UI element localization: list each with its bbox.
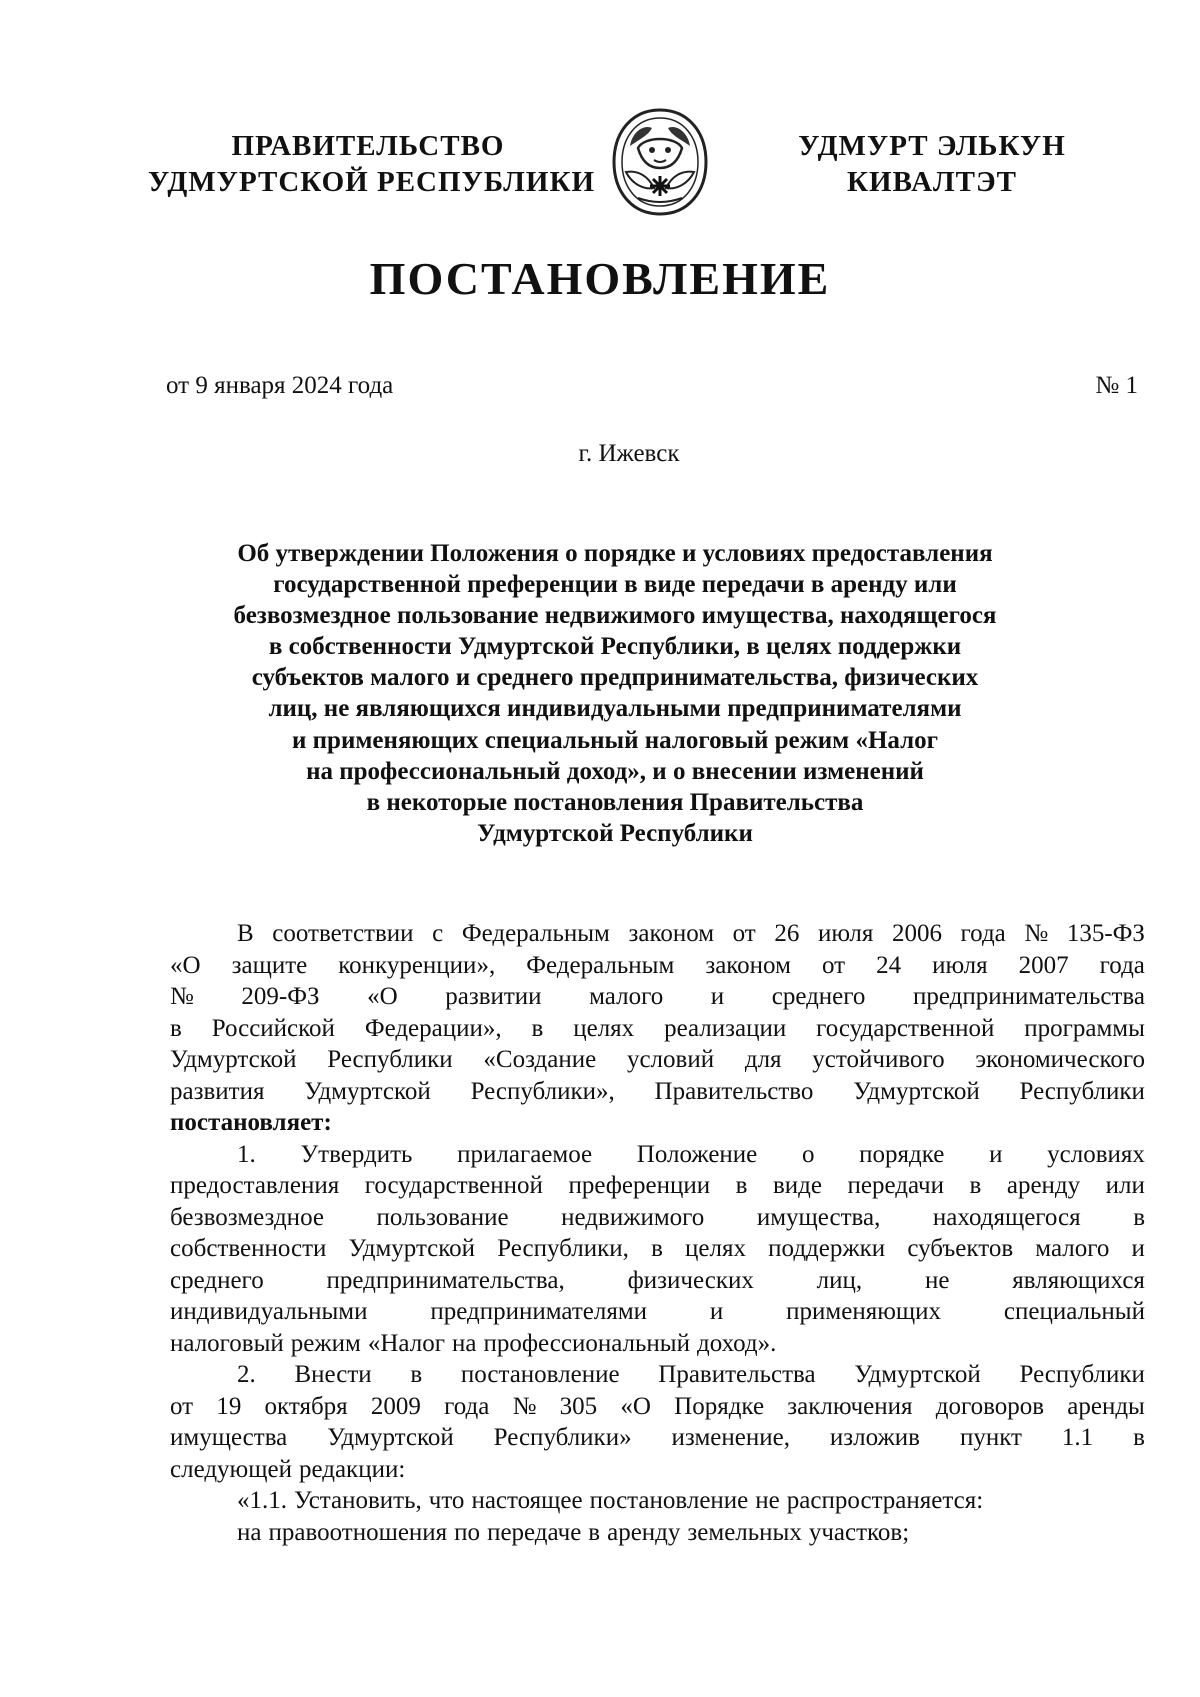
word: договоров [935,1392,1045,1420]
word: предоставления [170,1172,340,1199]
word: Федеральным [526,951,675,979]
title-line: в собственности Удмуртской Республики, в целях поддержки [268,633,962,661]
word: целях [685,1235,746,1262]
word: находящегося [932,1203,1081,1231]
word: или [1105,1172,1145,1199]
title-line: Удмуртской Республики [477,819,753,847]
word: 2007 [1018,951,1069,979]
word: государственной [364,1172,543,1199]
preamble-line [170,1044,1145,1076]
item1-line [170,1265,1145,1297]
word: предпринимателями [430,1298,648,1325]
header-right-line1: УДМУРТ ЭЛЬКУН [798,130,1066,162]
word: в [531,1014,544,1042]
word: 26 [774,920,800,947]
word: устойчивого [812,1046,945,1073]
word: изменение, [671,1424,790,1451]
item1-line [170,1170,1145,1202]
word: аренды [1067,1392,1145,1420]
word: недвижимого [561,1203,705,1231]
word: и [709,1298,724,1325]
word: Удмуртской [304,1077,431,1105]
word: Республики [327,1046,453,1073]
word: изложив [829,1424,920,1451]
word: соответствии [272,920,414,947]
word: настоящее [471,1487,583,1514]
word: Положение [636,1140,758,1168]
word: года [1099,951,1145,979]
title-line: государственной преференции в виде передачи в аренду или [273,571,957,599]
coat-of-arms-icon [608,106,712,218]
word: Федерации», [364,1014,502,1042]
word: пользование [376,1203,509,1231]
word: среднего [170,1266,264,1294]
preamble-line [170,918,1145,950]
word: целях [573,1014,635,1042]
word: 2009 [370,1392,421,1420]
document-body [170,918,1145,1548]
title-line: и применяющих специальный налоговый режим «Налог [291,726,939,754]
document-type-heading: ПОСТАНОВЛЕНИЕ [369,253,831,304]
word: передачи [847,1172,944,1199]
item1-line [170,1139,1145,1171]
word: № [170,983,194,1010]
word: условий [626,1046,715,1073]
word: и [989,1140,1003,1168]
title-line: Об утверждении Положения о порядке и условиях предоставления [237,540,993,567]
word: безвозмездное [170,1203,324,1231]
word: в [1133,1203,1145,1231]
title-line: в некоторые постановления Правительства [366,788,864,816]
word: в [969,1172,982,1199]
title-line: на профессиональный доход», и о внесении изменений [306,757,924,785]
word: Республики» [493,1424,632,1451]
word: и [710,983,725,1010]
word: с [432,920,444,947]
header-left-line1: ПРАВИТЕЛЬСТВО [231,130,505,162]
item1-line [170,1202,1145,1234]
preamble-line [170,981,1145,1013]
item2-line [170,1359,1145,1391]
word: малого [589,983,664,1010]
word: Удмуртской [853,1077,980,1105]
word: 1.1 [1061,1424,1094,1451]
word: В [237,920,254,947]
word: программы [1024,1014,1145,1042]
item2-line [170,1454,1145,1486]
word: участков; [808,1518,910,1546]
preamble-line [170,950,1145,982]
word: пункт [959,1424,1022,1451]
word: «О [170,951,201,979]
word: прилагаемое [457,1140,593,1168]
decree-word: постановляет: [170,1109,332,1136]
word: экономического [975,1046,1145,1073]
word: специальный [1003,1298,1145,1325]
word: индивидуальными [170,1298,368,1325]
word: от [170,1392,194,1420]
word: защите [231,951,308,979]
word: являющихся [1012,1266,1145,1294]
word: и [1131,1235,1145,1262]
header-government-ru [148,128,596,200]
word: условиях [1047,1140,1145,1168]
header-government-udm [772,128,1092,200]
word: развития [170,1077,265,1105]
document-title [150,538,1080,849]
word: в [735,1172,748,1199]
word: Установить, [294,1487,422,1514]
word: в [410,1361,423,1388]
word: июля [932,951,988,979]
word: о [801,1140,815,1168]
word: № [1024,920,1049,947]
word: на [451,1329,477,1357]
word: Внести [294,1361,372,1388]
word: не [924,1266,950,1294]
title-line: субъектов малого и среднего предпринимательства, физических [251,664,979,692]
word: Республики [1019,1361,1145,1388]
word: по [454,1518,481,1546]
quote-line [170,1485,1145,1517]
title-line: безвозмездное пользование недвижимого имущества, находящегося [233,602,997,630]
word: года [960,920,1006,947]
word: № [512,1392,537,1420]
word: Удмуртской [854,1361,981,1388]
word: Удмуртской [327,1424,454,1451]
word: Республики [1019,1077,1145,1105]
word: собственности [170,1235,327,1262]
word: Удмуртской [170,1046,297,1073]
word: налоговый [170,1329,284,1357]
title-line: лиц, не являющихся индивидуальными предпринимателями [268,695,962,723]
word: в [170,1014,182,1042]
preamble-line [170,1076,1145,1108]
word: применяющих [786,1298,942,1325]
word: имущества, [756,1203,881,1231]
word: Правительства [658,1361,816,1388]
word: следующей [170,1455,292,1483]
word: Российской [211,1014,335,1042]
word: от [821,951,846,979]
word: поддержки [768,1235,886,1262]
word: Федеральным [461,920,610,947]
word: Республики», [470,1077,615,1105]
word: для [744,1046,782,1073]
word: постановление [589,1487,749,1514]
word: физических [627,1266,754,1294]
word: имущества [170,1424,288,1451]
word: года [444,1392,490,1420]
word: что [428,1487,465,1514]
word: профессиональный [483,1329,690,1357]
quote-line [170,1517,1145,1549]
item2-line [170,1422,1145,1454]
word: не [755,1487,780,1514]
decree-word-line [170,1107,1145,1139]
header-left-line2: УДМУРТСКОЙ РЕСПУБЛИКИ [148,166,596,198]
word: «1.1. [237,1487,287,1514]
word: предпринимательства [912,983,1145,1010]
word: в [1133,1424,1145,1451]
word: преференции [568,1172,711,1199]
word: государственной [816,1014,995,1042]
preamble-line [170,1013,1145,1045]
item1-line [170,1296,1145,1328]
word: редакции: [298,1455,406,1483]
word: виде [772,1172,822,1199]
word: 19 [216,1392,242,1420]
word: в [588,1518,601,1546]
word: 305 [559,1392,598,1420]
word: 135-ФЗ [1066,920,1145,947]
word: «Налог [367,1329,445,1357]
word: июля [817,920,874,947]
word: «О [367,983,398,1010]
item1-line [170,1328,1145,1360]
word: лиц, [816,1266,863,1294]
word: 24 [876,951,902,979]
word: 2006 [891,920,942,947]
word: в [651,1235,663,1262]
word: законом [628,920,715,947]
word: Правительство [654,1077,814,1105]
word: постановление [460,1361,620,1388]
word: передаче [487,1518,582,1546]
word: правоотношения [268,1518,448,1546]
word: от [732,920,756,947]
word: Республики, [497,1235,629,1262]
word: Удмуртской [348,1235,476,1262]
document-city: г. Ижевск [578,440,680,467]
word: среднего [771,983,866,1010]
word: законом [705,951,791,979]
word: заключения [787,1392,913,1420]
word: октября [264,1392,348,1420]
word: малого [1035,1235,1110,1262]
word: аренду [607,1518,681,1546]
word: распространяется: [786,1487,984,1514]
word: аренду [1006,1172,1081,1199]
word: земельных [687,1518,802,1546]
header-right-line2: КИВАЛТЭТ [846,166,1017,198]
word: 2. [237,1361,256,1388]
document-number: № 1 [1095,372,1138,399]
word: конкуренции», [338,951,496,979]
word: режим [290,1329,361,1357]
word: развитии [445,983,542,1010]
item2-line [170,1391,1145,1423]
word: Утвердить [300,1140,413,1168]
word: «О [620,1392,651,1420]
word: 209-ФЗ [241,983,320,1010]
document-date: от 9 января 2024 года [166,372,394,399]
word: «Создание [483,1046,597,1073]
item1-line [170,1233,1145,1265]
word: предпринимательства, [326,1266,565,1294]
word: Порядке [674,1392,765,1420]
word: субъектов [907,1235,1014,1262]
word: порядке [859,1140,945,1168]
word: на [237,1518,262,1546]
word: реализации [664,1014,787,1042]
word: доход». [696,1329,777,1357]
word: 1. [237,1140,256,1168]
